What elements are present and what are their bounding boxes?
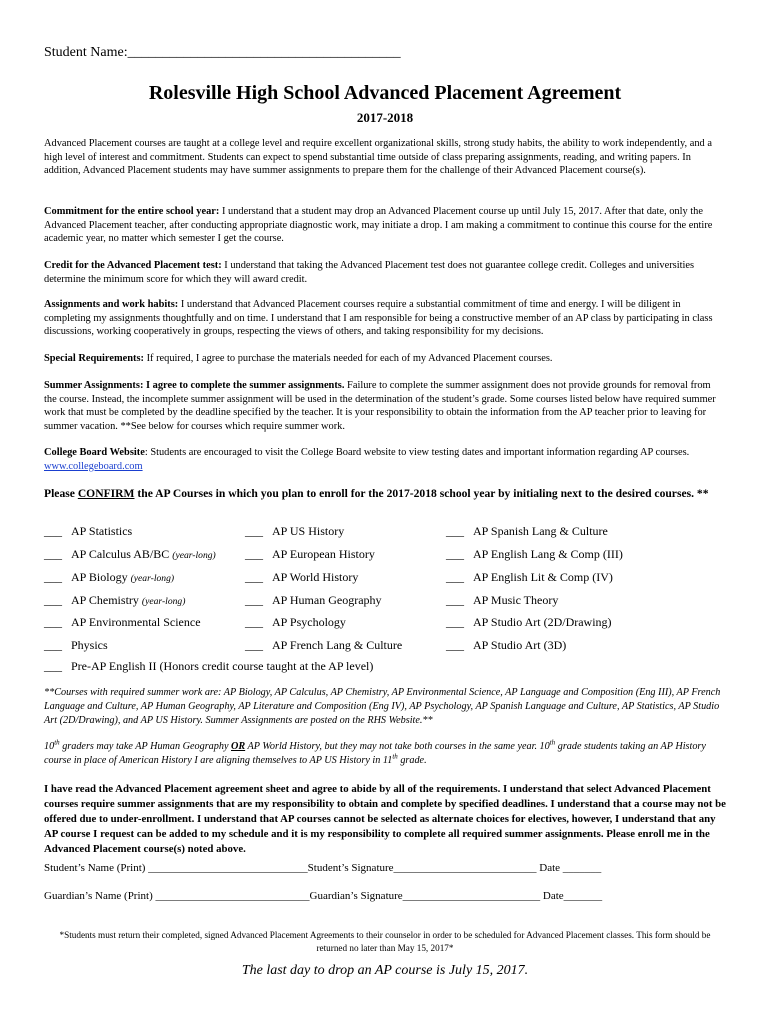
course-option[interactable] <box>446 615 612 630</box>
course-option[interactable] <box>446 593 558 608</box>
note-sup: th <box>54 738 60 747</box>
confirm-instructions <box>44 486 724 501</box>
course-option[interactable] <box>446 570 613 585</box>
initial-blank[interactable]: ___ <box>446 638 464 652</box>
course-option[interactable] <box>44 593 185 608</box>
summer-assignments-paragraph <box>44 379 724 433</box>
note-text: 10 <box>44 741 55 752</box>
initial-blank[interactable]: ___ <box>245 638 263 652</box>
initial-blank[interactable]: ___ <box>446 593 464 607</box>
course-label: AP Psychology <box>272 615 346 629</box>
habits-text: I understand that Advanced Placement courses require a substantial commitment of time and energy. I will be diligent in completing my assignments thoughtfully and on time. I understand that I am responsible for being a constructive member of an AP class by participating in class discussions, working cooperatively in groups, respecting the views of others, and taking responsibility for my decisions. <box>44 299 713 338</box>
commitment-text: I understand that a student may drop an Advanced Placement course up until July 15, 2017. After that date, only the Advanced Placement teacher, after conducting appropriate diagnostic work, may initiate a drop. I am making a commitment to continue this course for the entire academic year, no matter which semester I get the course. <box>44 206 713 245</box>
course-note: (year-long) <box>141 596 186 607</box>
course-option[interactable] <box>245 547 375 562</box>
course-label: AP US History <box>272 524 345 538</box>
intro-paragraph: Advanced Placement courses are taught at a college level and require excellent organizational skills, strong study habits, the ability to work independently, and a high level of interest and commitment. Students can expect to spend substantial time outside of class preparing assignments, reading, and writing papers. In addition, Advanced Placement students may have summer assignments to prepare them for the challenge of their Advanced Placement course(s). <box>44 138 712 177</box>
habits-heading: Assignments and work habits: <box>44 299 179 310</box>
college-board-text: : Students are encouraged to visit the College Board website to view testing dates and important information regarding AP courses. <box>144 447 690 458</box>
initial-blank[interactable]: ___ <box>44 593 62 607</box>
course-label: AP Spanish Lang & Culture <box>473 524 608 538</box>
course-option[interactable] <box>44 638 108 653</box>
confirm-underlined: CONFIRM <box>77 487 135 500</box>
course-label: Physics <box>71 638 108 652</box>
summer-bold-text: : I agree to complete the summer assignments. <box>139 380 345 391</box>
note-text: AP World History, but they may not take both courses in the same year. 10 <box>245 741 550 752</box>
course-label: AP English Lit & Comp (IV) <box>473 570 613 584</box>
note-or: OR <box>231 741 246 752</box>
course-option[interactable] <box>44 547 216 562</box>
course-option[interactable] <box>44 570 174 585</box>
course-label: AP Chemistry <box>71 593 139 607</box>
course-option[interactable] <box>245 524 344 539</box>
initial-blank[interactable]: ___ <box>245 615 263 629</box>
course-option[interactable] <box>44 615 201 630</box>
initial-blank[interactable]: ___ <box>44 570 62 584</box>
note-text: grade. <box>397 755 427 766</box>
course-label: AP French Lang & Culture <box>272 638 403 652</box>
course-label: AP European History <box>272 547 375 561</box>
initial-blank[interactable]: ___ <box>245 547 263 561</box>
course-label: AP Human Geography <box>272 593 382 607</box>
agreement-statement: I have read the Advanced Placement agreement sheet and agree to abide by all of the requirements. I understand that select Advanced Placement courses require summer assignments that are my responsibility to obtain and complete by specified deadlines. I understand that a course may not be offered due to under-enrollment. I understand that AP courses cannot be selected as alternate choices for electives, however, I understand that any AP course I request can be added to my schedule and it is my responsibility to complete all required summer assignments. Please enroll me in the Advanced Placement course(s) noted above. <box>44 783 726 855</box>
summer-work-note: **Courses with required summer work are: AP Biology, AP Calculus, AP Chemistry, AP Environmental Science, AP Language and Composition (Eng III), AP French Language and Culture, AP Human Geography, AP Literature and Composition (Eng IV), AP Psychology, AP Spanish Language and Culture, AP Statistics, AP Studio Art (2D/Drawing), and AP US History. Summer Assignments are posted on the RHS Website.** <box>44 687 721 726</box>
commitment-heading: Commitment for the entire school year: <box>44 206 220 217</box>
initial-blank[interactable]: ___ <box>44 524 62 538</box>
course-note: (year-long) <box>130 573 175 584</box>
course-option[interactable] <box>44 524 132 539</box>
course-label: AP Calculus AB/BC <box>71 547 170 561</box>
initial-blank[interactable]: ___ <box>245 593 263 607</box>
course-option[interactable] <box>446 547 623 562</box>
course-option[interactable] <box>245 615 346 630</box>
commitment-paragraph <box>44 205 724 246</box>
initial-blank[interactable]: ___ <box>446 615 464 629</box>
course-label: AP Environmental Science <box>71 615 201 629</box>
college-board-paragraph <box>44 446 724 473</box>
initial-blank[interactable]: ___ <box>446 524 464 538</box>
summer-heading: Summer Assignments <box>44 380 140 391</box>
school-year: 2017-2018 <box>356 110 414 125</box>
page-title: Rolesville High School Advanced Placement Agreement <box>148 82 622 104</box>
initial-blank[interactable]: ___ <box>446 570 464 584</box>
initial-blank[interactable]: ___ <box>44 659 62 673</box>
college-board-heading: College Board Website <box>44 447 145 458</box>
credit-heading: Credit for the Advanced Placement test: <box>44 260 222 271</box>
course-option-pre-ap-english[interactable] <box>44 659 373 674</box>
note-text: graders may take AP Human Geography <box>59 741 232 752</box>
summer-text: Failure to complete the summer assignment does not provide grounds for removal from the course. Instead, the incomplete summer assignment will be used in the determination of the student’s grade. Some courses listed below have required summer work that must be completed by the deadline specified by the teacher. It is your responsibility to obtain the information from the AP teacher prior to leaving for summer vacation. **See below for courses which require summer work. <box>44 380 716 432</box>
initial-blank[interactable]: ___ <box>245 570 263 584</box>
return-footnote: *Students must return their completed, signed Advanced Placement Agreements to their counselor in order to be scheduled for Advanced Placement classes. This form should be returned no later than May 15, 2017* <box>59 930 711 953</box>
last-day-notice: The last day to drop an AP course is July 15, 2017. <box>241 963 529 978</box>
course-note: (year-long) <box>172 550 216 561</box>
credit-paragraph <box>44 259 724 286</box>
confirm-before: Please <box>44 487 78 500</box>
initial-blank[interactable]: ___ <box>44 638 62 652</box>
guardian-signature-line[interactable]: Guardian’s Name (Print) ____________________________Guardian’s Signature_________________________ Date_______ <box>44 890 603 902</box>
course-option[interactable] <box>245 638 402 653</box>
note-sup: th <box>392 752 398 761</box>
habits-paragraph <box>44 298 724 339</box>
course-label: AP Studio Art (3D) <box>473 638 567 652</box>
special-text: If required, I agree to purchase the materials needed for each of my Advanced Placement courses. <box>143 353 553 364</box>
course-label: AP Music Theory <box>473 593 559 607</box>
initial-blank[interactable]: ___ <box>44 615 62 629</box>
course-label: Pre-AP English II (Honors credit course taught at the AP level) <box>71 659 374 673</box>
course-option[interactable] <box>446 638 566 653</box>
initial-blank[interactable]: ___ <box>245 524 263 538</box>
course-label: AP English Lang & Comp (III) <box>473 547 623 561</box>
course-label: AP Studio Art (2D/Drawing) <box>473 615 612 629</box>
credit-text: I understand that taking the Advanced Placement test does not guarantee college credit. Colleges and universities determine the minimum score for which they will award credit. <box>44 260 695 285</box>
special-heading: Special Requirements: <box>44 353 144 364</box>
student-name-line: Student Name:_______________________________________ <box>44 45 401 60</box>
special-requirements-paragraph <box>44 352 724 366</box>
course-label: AP World History <box>272 570 359 584</box>
note-sup: th <box>549 738 556 747</box>
course-option[interactable] <box>245 570 358 585</box>
initial-blank[interactable]: ___ <box>44 547 62 561</box>
college-board-link[interactable]: www.collegeboard.com <box>44 460 143 472</box>
confirm-after: the AP Courses in which you plan to enroll for the 2017-2018 school year by initialing next to the desired courses. ** <box>134 487 709 500</box>
tenth-grade-note <box>44 740 724 768</box>
initial-blank[interactable]: ___ <box>446 547 464 561</box>
note-text: grade students taking an AP History course in place of American History I are aligning themselves to AP US History in 11 <box>44 741 706 766</box>
course-label: AP Statistics <box>71 524 133 538</box>
course-option[interactable] <box>446 524 608 539</box>
student-signature-line[interactable]: Student’s Name (Print) _____________________________Student’s Signature__________________________ Date _______ <box>44 862 602 874</box>
course-option[interactable] <box>245 593 382 608</box>
course-label: AP Biology <box>71 570 128 584</box>
